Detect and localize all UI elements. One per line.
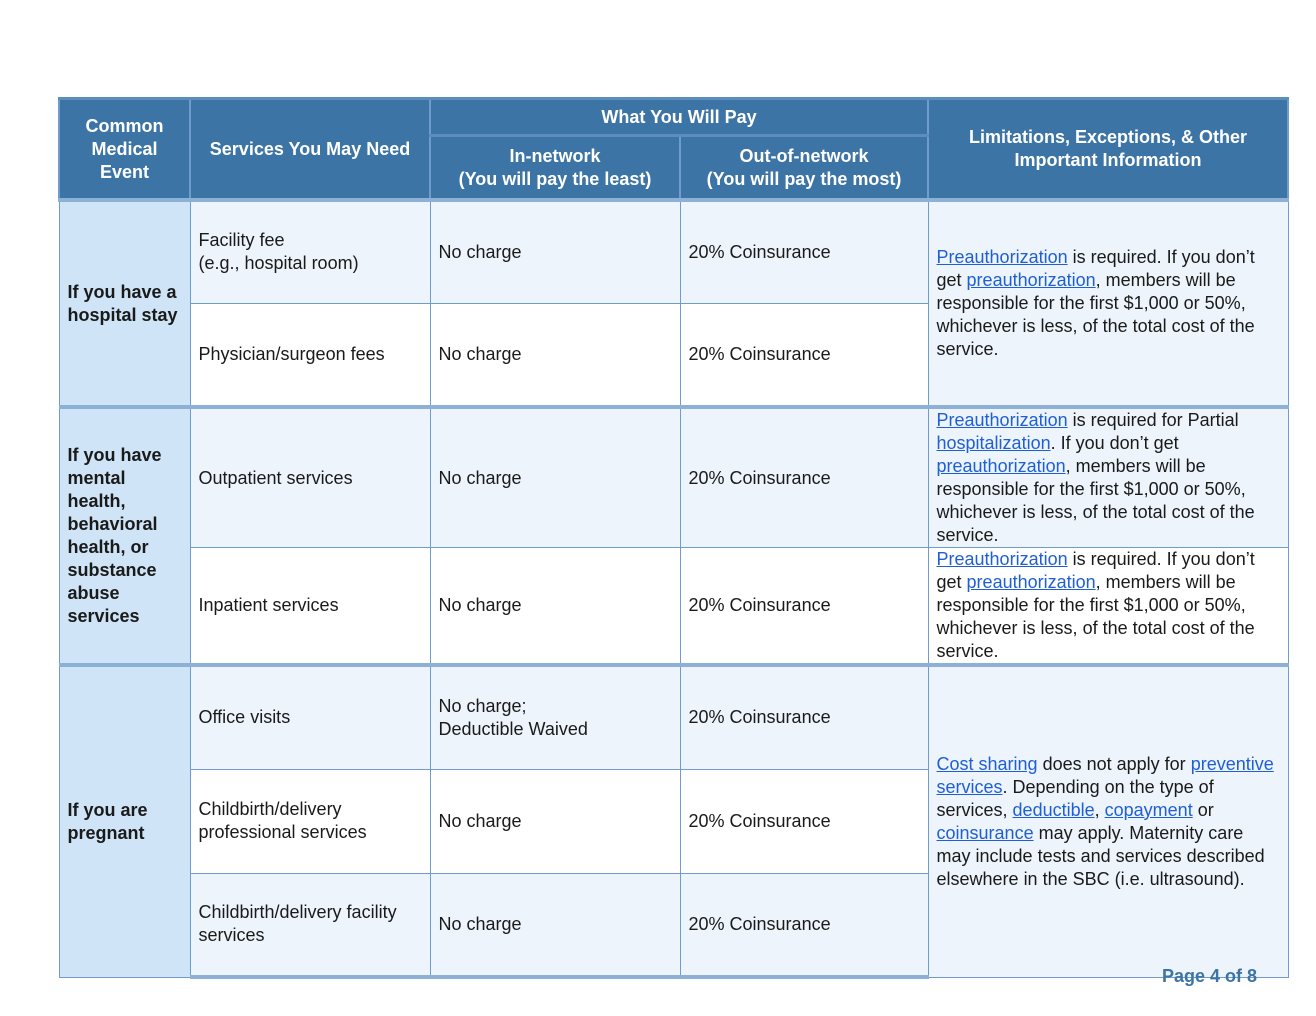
service-name-detail: (e.g., hospital room) xyxy=(198,253,359,274)
note-text: is required for Partial xyxy=(1067,410,1239,430)
table-row xyxy=(59,665,1288,769)
in-network-cost-line: No charge; xyxy=(438,695,527,716)
preauthorization-link[interactable]: Preauthorization xyxy=(936,549,1068,569)
table-row xyxy=(59,407,1288,548)
preauthorization-link[interactable]: preauthorization xyxy=(966,572,1096,592)
out-network-cost: 20% Coinsurance xyxy=(680,548,928,666)
note-text: is required. If you don’t get xyxy=(936,247,1255,290)
note-text: , xyxy=(1094,799,1105,820)
service-name: Childbirth/delivery professional services xyxy=(190,769,430,873)
preauthorization-link[interactable]: preauthorization xyxy=(966,270,1096,290)
header-common-medical-event: Common Medical Event xyxy=(59,99,190,201)
header-services: Services You May Need xyxy=(190,99,430,201)
in-network-cost: No charge xyxy=(430,548,680,666)
header-what-you-will-pay: What You Will Pay xyxy=(430,99,928,136)
note-text: does not apply for xyxy=(1037,753,1191,774)
cost-sharing-link[interactable]: Cost sharing xyxy=(936,753,1038,774)
event-pregnant: If you are pregnant xyxy=(59,665,190,977)
in-network-sub: (You will pay the least) xyxy=(458,168,652,189)
hospitalization-link[interactable]: hospitalization xyxy=(936,433,1051,453)
note-text: is required. If you don’t get xyxy=(936,549,1255,592)
out-network-cost: 20% Coinsurance xyxy=(680,200,928,303)
in-network-cost: No charge xyxy=(430,769,680,873)
in-network-cost: No charge xyxy=(430,200,680,303)
copayment-link[interactable]: copayment xyxy=(1104,799,1193,820)
benefits-table xyxy=(58,97,1289,979)
header-limitations: Limitations, Exceptions, & Other Important Information xyxy=(928,99,1288,201)
out-network-cost: 20% Coinsurance xyxy=(680,665,928,769)
in-network-cost-line: Deductible Waived xyxy=(438,718,588,739)
event-hospital-stay: If you have a hospital stay xyxy=(59,200,190,407)
out-network-cost: 20% Coinsurance xyxy=(680,873,928,977)
preventive-services-link[interactable]: preventive services xyxy=(936,753,1274,797)
service-cell xyxy=(190,200,430,303)
note-text: or xyxy=(1192,799,1214,820)
out-network-cost: 20% Coinsurance xyxy=(680,407,928,548)
service-name: Physician/surgeon fees xyxy=(190,303,430,407)
note-text: . If you don’t get xyxy=(1050,433,1179,453)
event-mental-health: If you have mental health, behavioral health, or substance abuse services xyxy=(59,407,190,665)
header-in-network xyxy=(430,136,680,201)
preauthorization-link[interactable]: preauthorization xyxy=(936,456,1066,476)
header-out-of-network xyxy=(680,136,928,201)
note-text: may apply. Maternity care may include tests and services described elsewhere in the SBC (i.e. ultrasound). xyxy=(936,822,1265,889)
note-text: , members will be responsible for the first $1,000 or 50%, whichever is less, of the total cost of the service. xyxy=(936,456,1255,545)
note-text: , members will be responsible for the first $1,000 or 50%, whichever is less, of the total cost of the service. xyxy=(936,270,1255,359)
service-name: Office visits xyxy=(190,665,430,769)
out-network-sub: (You will pay the most) xyxy=(706,168,902,189)
note-text: , members will be responsible for the first $1,000 or 50%, whichever is less, of the total cost of the service. xyxy=(936,572,1255,661)
limitations-note xyxy=(928,200,1288,407)
preauthorization-link[interactable]: Preauthorization xyxy=(936,410,1068,430)
out-network-label: Out-of-network xyxy=(739,145,869,166)
table-row xyxy=(59,548,1288,666)
limitations-note xyxy=(928,665,1288,977)
in-network-label: In-network xyxy=(509,145,601,166)
table-row xyxy=(59,200,1288,303)
in-network-cost xyxy=(430,665,680,769)
service-name: Outpatient services xyxy=(190,407,430,548)
out-network-cost: 20% Coinsurance xyxy=(680,303,928,407)
coinsurance-link[interactable]: coinsurance xyxy=(936,822,1034,843)
in-network-cost: No charge xyxy=(430,407,680,548)
service-name: Facility fee xyxy=(198,230,285,251)
service-name: Childbirth/delivery facility services xyxy=(190,873,430,977)
deductible-link[interactable]: deductible xyxy=(1012,799,1095,820)
in-network-cost: No charge xyxy=(430,303,680,407)
limitations-note xyxy=(928,548,1288,666)
note-text: . Depending on the type of services, xyxy=(936,776,1214,820)
page-number: Page 4 of 8 xyxy=(1161,966,1257,986)
limitations-note xyxy=(928,407,1288,548)
out-network-cost: 20% Coinsurance xyxy=(680,769,928,873)
service-name: Inpatient services xyxy=(190,548,430,666)
preauthorization-link[interactable]: Preauthorization xyxy=(936,247,1068,267)
in-network-cost: No charge xyxy=(430,873,680,977)
